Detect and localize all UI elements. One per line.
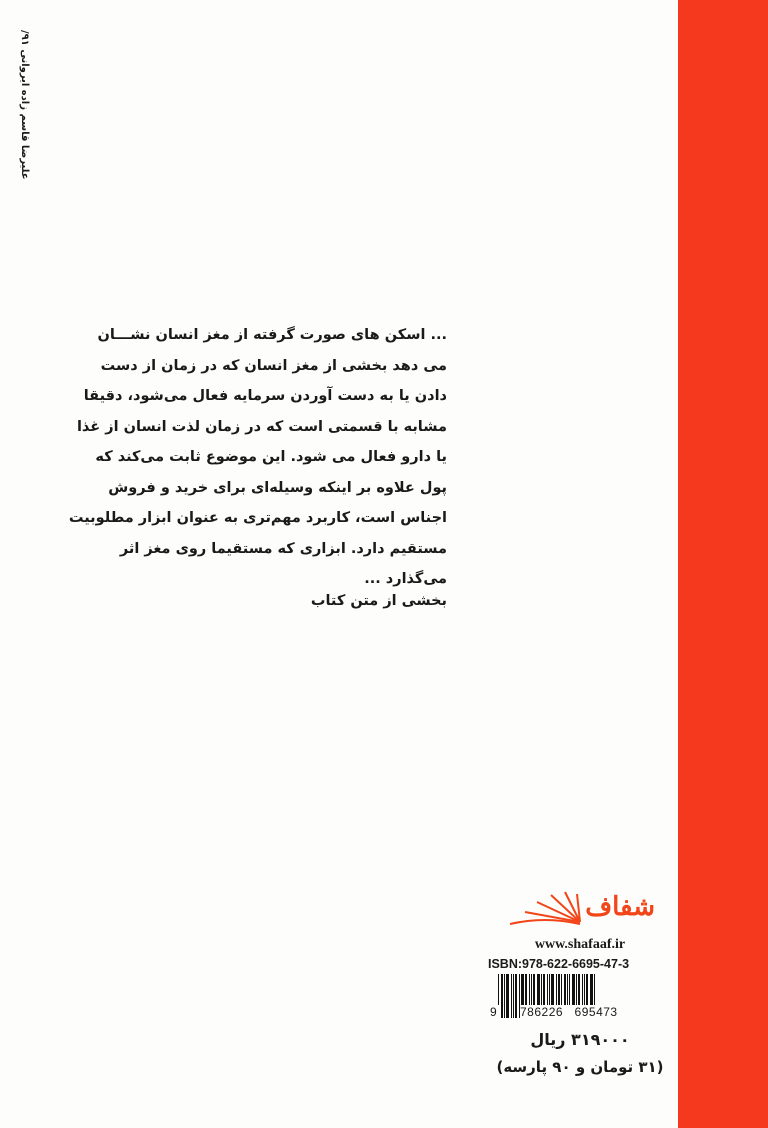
barcode-bar [515,974,517,1018]
barcode-bar [504,974,505,1018]
excerpt-source: بخشی از متن کتاب [310,593,447,609]
barcode-bar [506,974,509,1018]
excerpt-line: ... اسکن های صورت گرفته از مغز انسان نشـــان [97,327,447,343]
excerpt-line: یا دارو فعال می شود. این موضوع ثابت می‌کند که [95,449,447,465]
red-spine-band [678,0,768,1128]
publisher-logo [505,890,655,930]
publisher-logo-text: شفاف [585,892,655,922]
barcode-bar [511,974,512,1018]
excerpt-paragraph [68,320,447,595]
price-note: (۳۱ تومان و ۹۰ پارسه) [496,1058,664,1076]
barcode-bar [501,974,503,1018]
excerpt-line: می‌گذارد ... [364,571,447,587]
open-book-rays-icon [505,890,585,930]
excerpt-line: مشابه با قسمتی است که در زمان لذت انسان از غذا [76,418,447,435]
excerpt-line: مستقیم دارد. ابزاری که مستقیما روی مغز اثر [119,540,447,557]
price: ۳۱۹۰۰۰ ریال [530,1030,630,1049]
excerpt-line: می دهد بخشی از مغز انسان که در زمان از دست [100,357,447,374]
publisher-url: www.shafaaf.ir [534,937,626,952]
barcode-bar [513,974,514,1018]
barcode-lead-digit: 9 [490,1005,497,1019]
excerpt-line: پول علاوه بر اینکه وسیله‌ای برای خرید و فروش [108,479,447,496]
excerpt-line: اجناس است، کاربرد مهم‌تری به عنوان ابزار مطلوبیت [68,510,447,526]
author-credit-vertical: علیرضا قاسم زاده ایروانی ۹۱/ [19,30,30,180]
barcode-digits: 786226 695473 [520,1005,618,1019]
excerpt-line: دادن یا به دست آوردن سرمایه فعال می‌شود، دقیقا [83,388,447,404]
isbn-label: ISBN:978-622-6695-47-3 [488,957,630,971]
